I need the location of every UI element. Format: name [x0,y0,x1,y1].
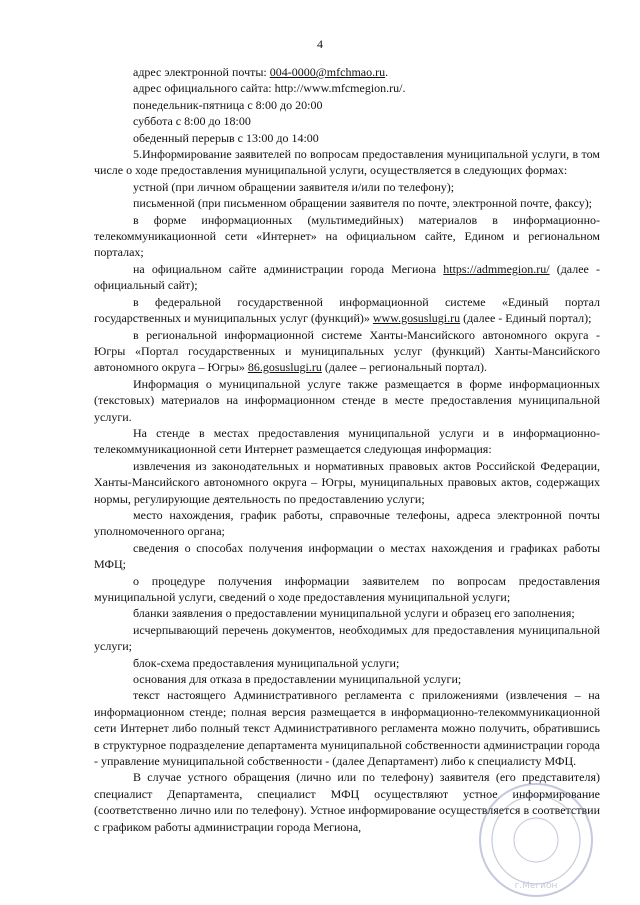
page-number: 4 [317,37,323,51]
paragraph-informing-intro: 5.Информирование заявителей по вопросам предоставления муниципальной услуги, в том числе о ходе предоставления муниципальной услуги, осуществляется в следующих формах: [94,147,600,178]
regional-portal-link[interactable]: 86.gosuslugi.ru [247,360,322,375]
email-trailing: . [385,65,389,79]
federal-portal-post: (далее - Единый портал); [460,311,592,326]
paragraph-regional-portal [94,327,600,376]
contact-email-line [94,64,600,80]
regional-portal-post: (далее – региональный портал). [321,360,488,375]
hours-weekdays-line: понедельник-пятница с 8:00 до 20:00 [133,97,323,112]
paragraph-written-form: письменной (при письменном обращении заявителя по почте, электронной почте, факсу); [133,196,593,211]
list-item-procedure: о процедуре получения информации заявителем по вопросам предоставления муниципальной услуги, сведений о ходе предоставления муниципальной услуги; [94,573,600,604]
list-item-mfc-info: сведения о способах получения информации о местах нахождения и графиках работы МФЦ; [94,540,600,572]
svg-text:г.Мегион: г.Мегион [514,881,558,891]
regional-portal-pre: в региональной информационной системе Ханты-Мансийского автономного округа - Югры «Портал государственных и муниципальных услуг (функций) Ханты-Мансийского автономного округа – Югры» [94,327,600,375]
email-label: адрес электронной почты: [133,65,270,79]
list-item-location-schedule: место нахождения, график работы, справочные телефоны, адреса электронной почты уполномоченного органа; [94,507,600,539]
federal-portal-link[interactable]: www.gosuslugi.ru [372,311,461,326]
official-site-link[interactable]: https://admmegion.ru/ [443,261,550,276]
paragraph-stand-contents: На стенде в местах предоставления муниципальной услуги и в информационно-телекоммуникационной сети Интернет размещается следующая информация: [94,425,600,457]
document-body [94,64,600,835]
list-item-regulation-text: текст настоящего Административного регламента с приложениями (извлечения – на информационном стенде; полная версия размещается в информационно-телекоммуникационной сети Интернет либо полный текст Административного регламента можно получить, обратившись в структурное подразделение департамента муниципальной собственности администрации города - управление муниципальной собственности - (далее Департамент) либо к специалисту МФЦ. [94,688,600,769]
paragraph-oral-request: В случае устного обращения (лично или по телефону) заявителя (его представителя) специалист Департамента, специалист МФЦ осуществляют устное информирование (соответственно лично или по телефону). Устное информирование осуществляется в соответствии с графиком работы администрации города Мегиона, [94,770,600,834]
paragraph-federal-portal [94,294,600,327]
list-item-legal-acts: извлечения из законодательных и нормативных правовых актов Российской Федерации, Ханты-Мансийского автономного округа – Югры, муниципальных правовых актов, содержащих нормы, регулирующие деятельность по предоставлению услуги; [94,458,600,506]
paragraph-official-site [94,261,600,294]
lunch-break-line: обеденный перерыв с 13:00 до 14:00 [133,130,319,145]
list-item-documents-list: исчерпывающий перечень документов, необходимых для предоставления муниципальной услуги; [94,622,600,654]
paragraph-multimedia-form: в форме информационных (мультимедийных) материалов в информационно-телекоммуникационной сети «Интернет» на официальном сайте, Едином и региональном порталах; [94,212,600,260]
official-site-post: (далее - официальный сайт); [94,261,600,293]
federal-portal-pre: в федеральной государственной информационной системе «Единый портал государственных и муниципальных услуг (функций)» [94,294,600,326]
official-seal-stamp [476,780,596,900]
email-link[interactable]: 004-0000@mfchmao.ru [269,65,386,79]
list-item-application-forms: бланки заявления о предоставлении муниципальной услуги и образец его заполнения; [133,606,575,621]
website-line: адрес официального сайта: http://www.mfcmegion.ru/. [133,81,406,96]
list-item-flowchart: блок-схема предоставления муниципальной услуги; [133,655,400,670]
paragraph-oral-form: устной (при личном обращении заявителя и/или по телефону); [133,179,455,194]
list-item-refusal-grounds: основания для отказа в предоставлении муниципальной услуги; [133,672,462,687]
hours-saturday-line: суббота с 8:00 до 18:00 [133,114,251,129]
paragraph-info-stand: Информация о муниципальной услуге также размещается в форме информационных (текстовых) материалов на информационном стенде в месте предоставления муниципальной услуги. [94,376,600,424]
official-site-pre: на официальном сайте администрации города Мегиона [133,261,444,276]
